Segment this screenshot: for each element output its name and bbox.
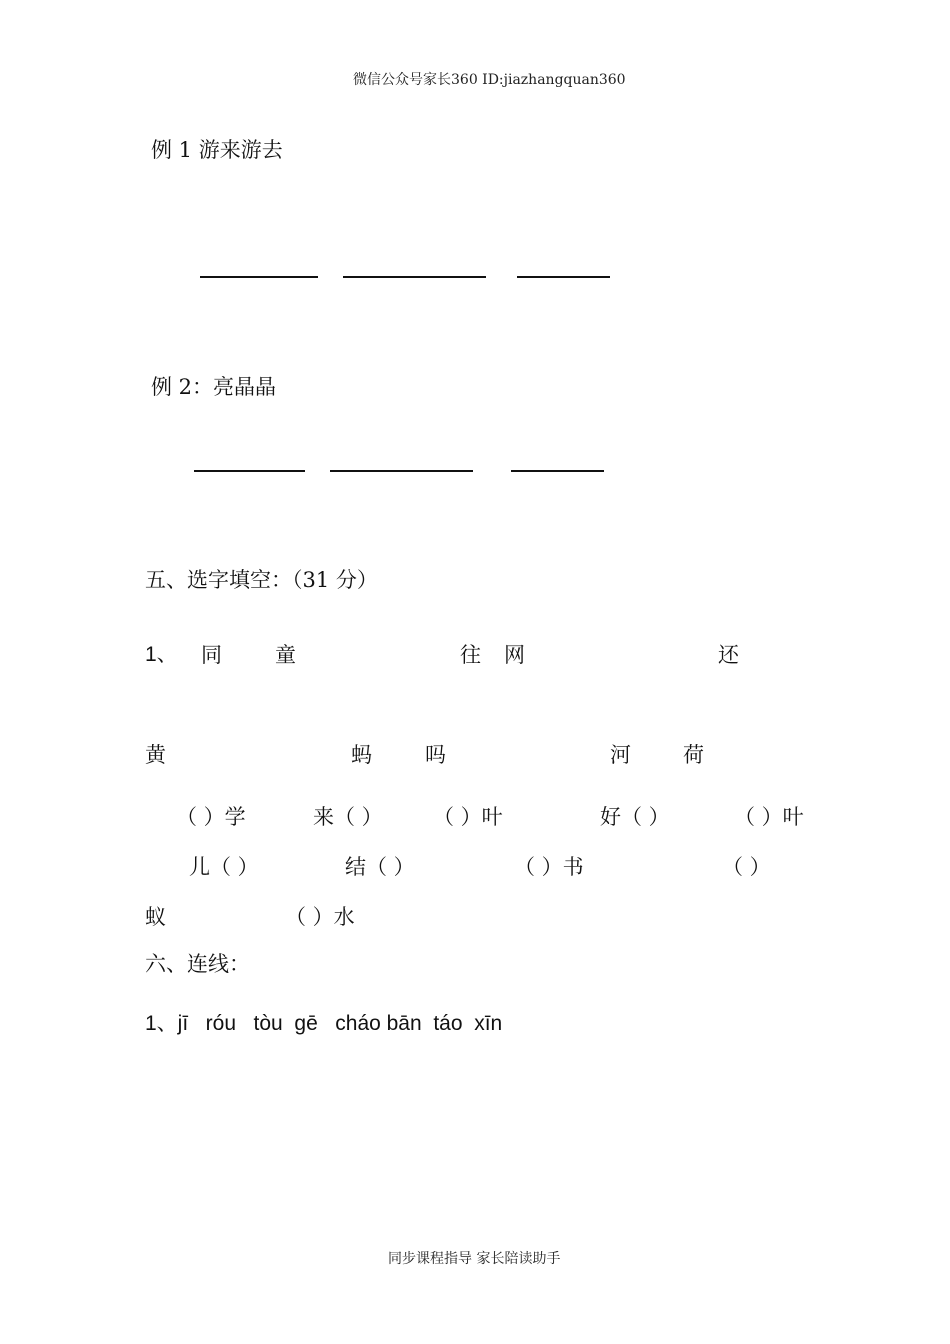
- choice-char: 河: [610, 743, 631, 767]
- pinyin-line: 1、jī róu tòu ɡē cháo bān táo xīn: [145, 1012, 503, 1035]
- fill-blank-item[interactable]: （ ）叶: [734, 805, 804, 829]
- choice-char: 童: [275, 643, 296, 667]
- choice-char: 蚂: [351, 743, 372, 767]
- choice-char: 吗: [425, 743, 446, 767]
- fill-blank-item[interactable]: （ ）学: [176, 805, 246, 829]
- answer-blank[interactable]: [200, 276, 318, 278]
- answer-blank[interactable]: [511, 470, 604, 472]
- choice-char: 往: [460, 643, 481, 667]
- fill-blank-item[interactable]: 儿（ ）: [189, 855, 259, 879]
- choice-char: 荷: [683, 743, 704, 767]
- answer-blank[interactable]: [194, 470, 305, 472]
- example-2-label: 例 2：亮晶晶: [151, 375, 277, 399]
- answer-blank[interactable]: [343, 276, 486, 278]
- choice-char: 还: [718, 643, 739, 667]
- fill-blank-item[interactable]: （ ）: [722, 855, 771, 879]
- fill-blank-item[interactable]: （ ）叶: [433, 805, 503, 829]
- fill-blank-item: 蚁: [145, 905, 166, 929]
- answer-blank[interactable]: [517, 276, 610, 278]
- page-header: 微信公众号家长360 ID:jiazhangquan360: [353, 72, 626, 88]
- choice-char: 网: [504, 643, 525, 667]
- fill-blank-item[interactable]: （ ）水: [285, 905, 355, 929]
- page-footer: 同步课程指导 家长陪读助手: [388, 1251, 561, 1267]
- choice-char: 同: [201, 643, 222, 667]
- choice-char: 黄: [145, 743, 166, 767]
- fill-blank-item[interactable]: （ ）书: [514, 855, 584, 879]
- fill-blank-item[interactable]: 来（ ）: [313, 805, 383, 829]
- section-6-title: 六、连线：: [145, 952, 250, 976]
- fill-blank-item[interactable]: 结（ ）: [345, 855, 415, 879]
- question-number: 1、: [145, 643, 178, 666]
- fill-blank-item[interactable]: 好（ ）: [600, 805, 670, 829]
- example-1-label: 例 1 游来游去: [151, 138, 283, 162]
- answer-blank[interactable]: [330, 470, 473, 472]
- section-5-title: 五、选字填空：（31 分）: [145, 568, 378, 592]
